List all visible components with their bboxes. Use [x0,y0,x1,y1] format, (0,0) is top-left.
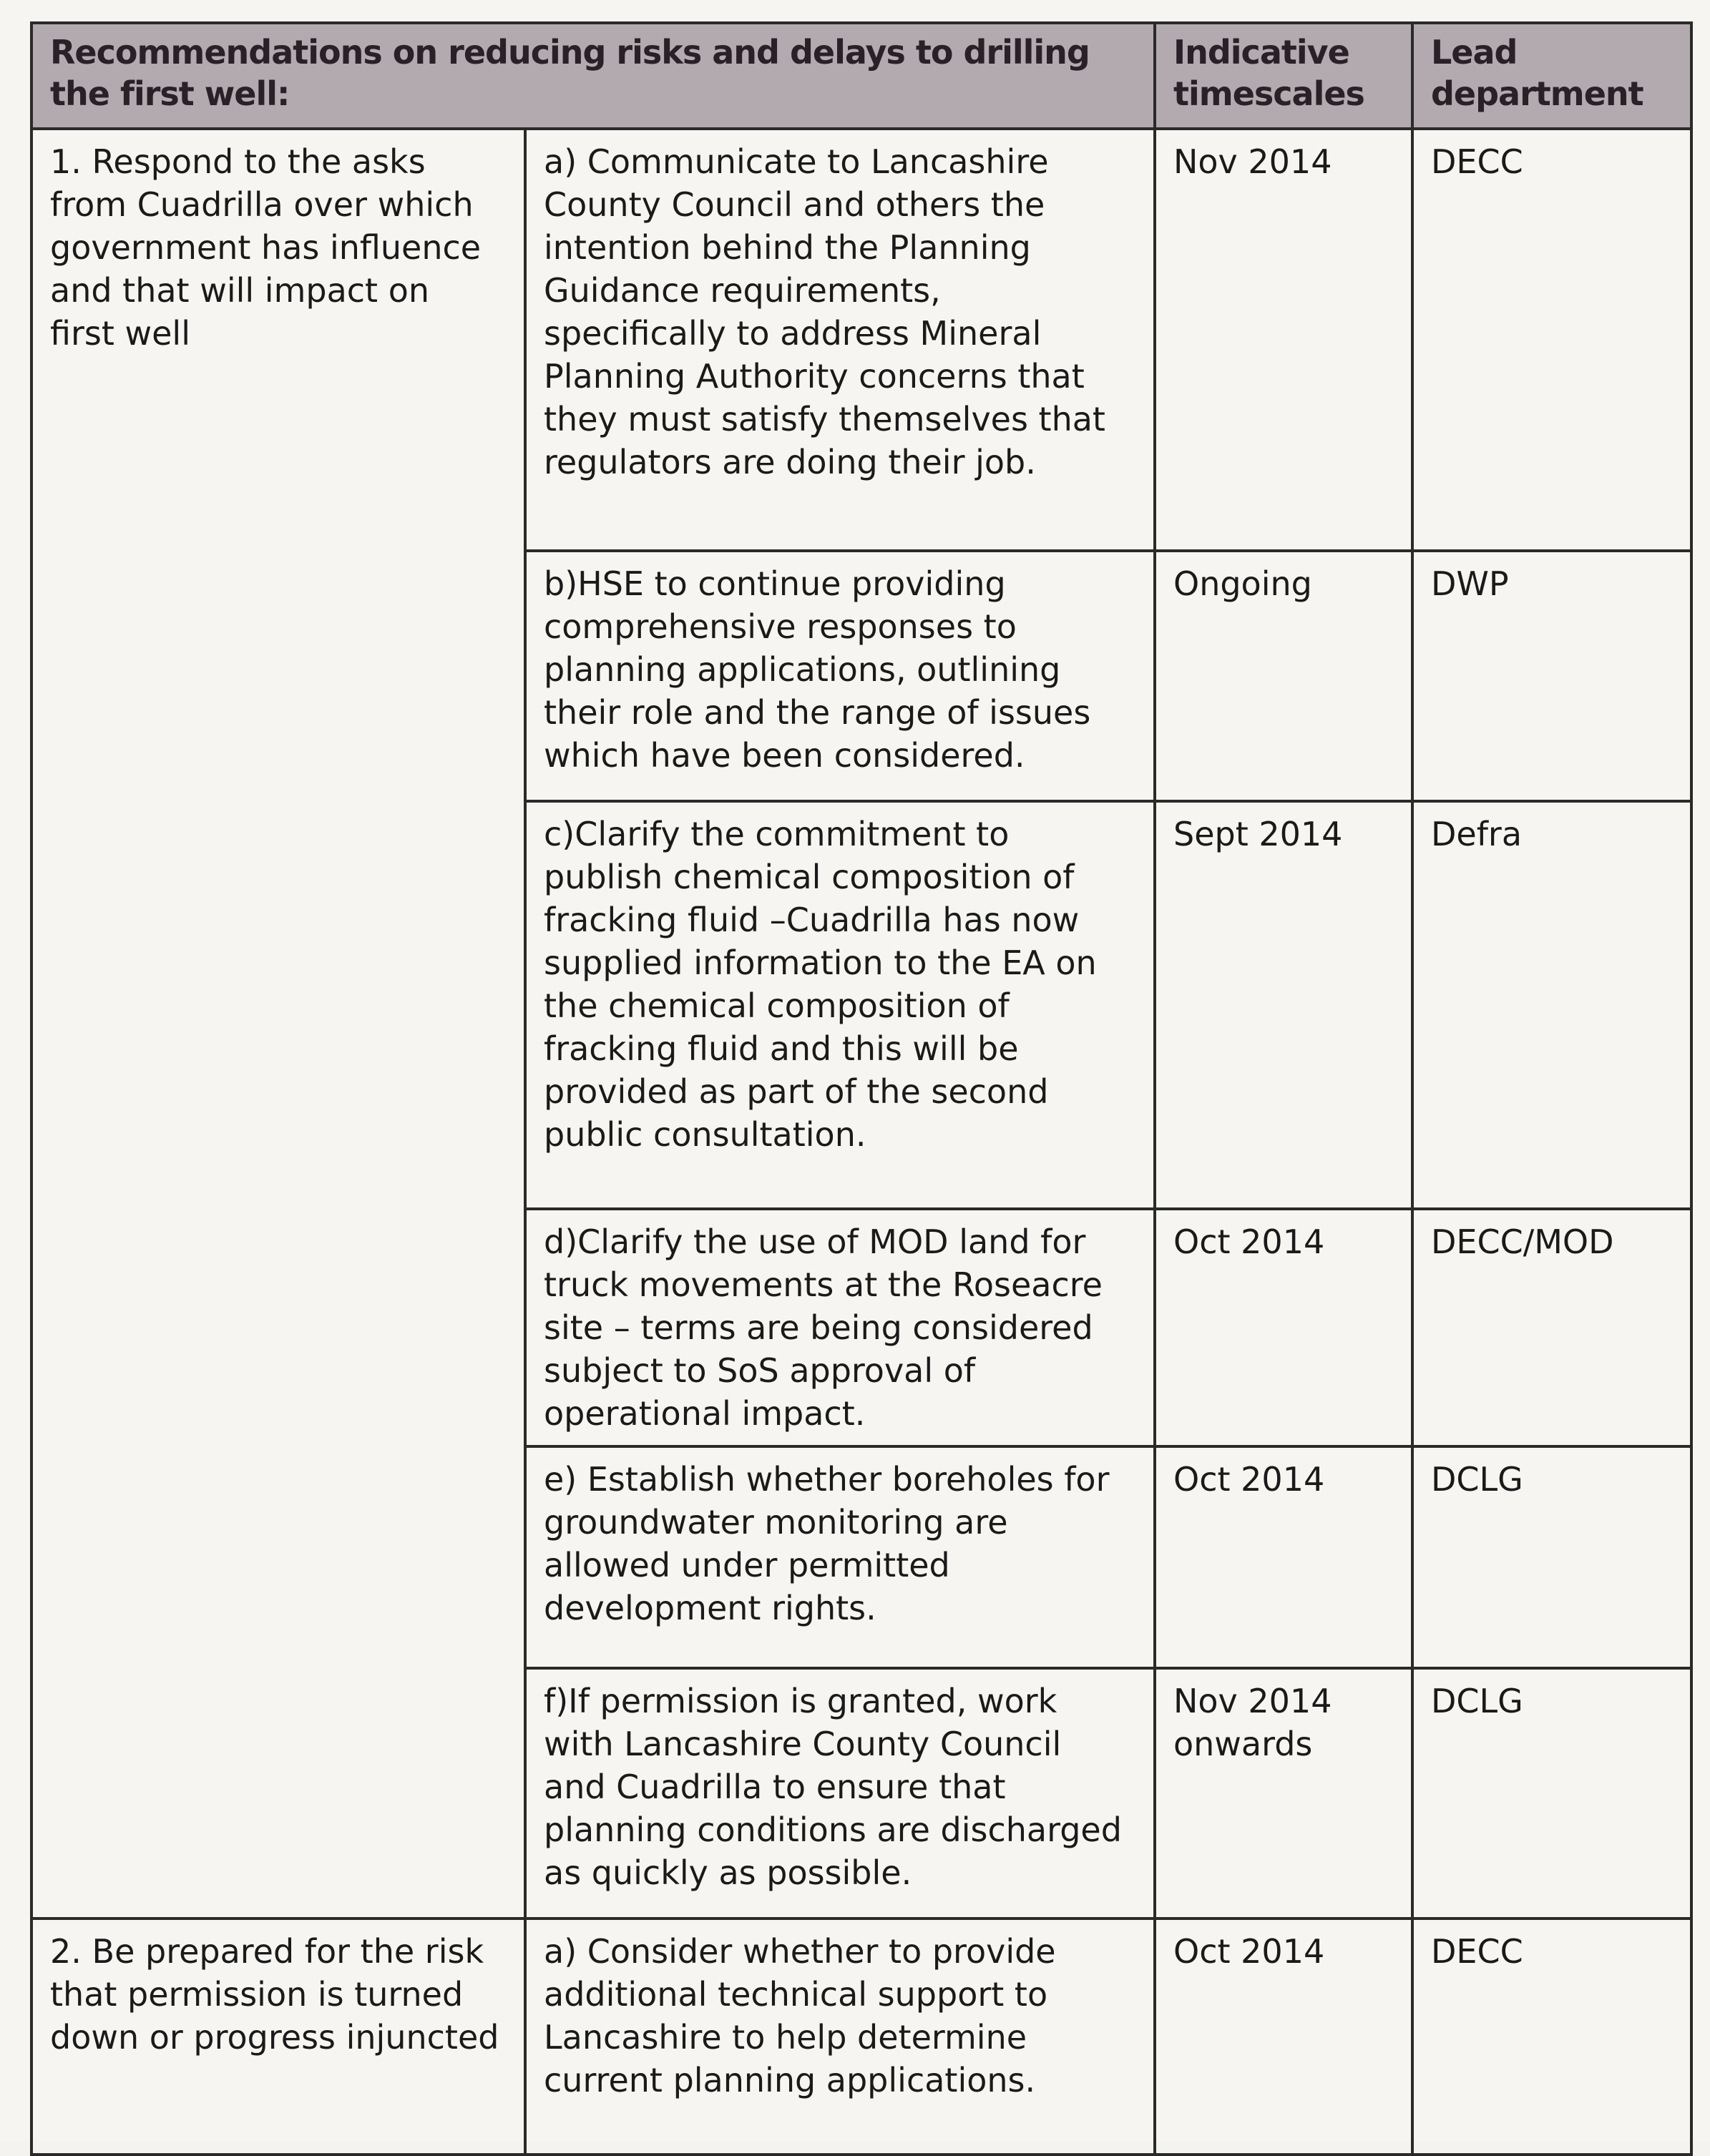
action-1a: a) Communicate to Lancashire County Council and others the intention behind the Planning Guidance requirements, specifically to address Mineral Planning Authority concerns that they must satisfy themselves that regulators are doing their job. [525,129,1155,551]
timescale-1b: Ongoing [1155,551,1412,801]
department-2a: DECC [1412,1919,1691,2155]
action-1b: b)HSE to continue providing comprehensive responses to planning applications, outlining their role and the range of issues which have been considered. [525,551,1155,801]
header-recommendations: Recommendations on reducing risks and delays to drilling the first well: [31,23,1155,129]
timescale-2a: Oct 2014 [1155,1919,1412,2155]
action-1e: e) Establish whether boreholes for groundwater monitoring are allowed under permitted development rights. [525,1446,1155,1668]
header-timescales: Indicative timescales [1155,23,1412,129]
timescale-1c: Sept 2014 [1155,801,1412,1209]
table-row [31,129,1691,551]
department-1f: DCLG [1412,1668,1691,1919]
department-1b: DWP [1412,551,1691,801]
timescale-1a: Nov 2014 [1155,129,1412,551]
department-1d: DECC/MOD [1412,1209,1691,1446]
header-department: Lead department [1412,23,1691,129]
recommendation-1: 1. Respond to the asks from Cuadrilla over which government has influence and that will impact on first well [31,129,525,1919]
table-header-row [31,23,1691,129]
recommendation-2: 2. Be prepared for the risk that permission is turned down or progress injuncted [31,1919,525,2155]
recommendations-table [30,21,1693,2156]
action-1c: c)Clarify the commitment to publish chemical composition of fracking fluid –Cuadrilla has now supplied information to the EA on the chemical composition of fracking fluid and this will be provided as part of the second public consultation. [525,801,1155,1209]
table-row [31,1919,1691,2155]
timescale-1d: Oct 2014 [1155,1209,1412,1446]
department-1e: DCLG [1412,1446,1691,1668]
action-1f: f)If permission is granted, work with Lancashire County Council and Cuadrilla to ensure that planning conditions are discharged as quickly as possible. [525,1668,1155,1919]
action-2a: a) Consider whether to provide additional technical support to Lancashire to help determine current planning applications. [525,1919,1155,2155]
department-1c: Defra [1412,801,1691,1209]
timescale-1f: Nov 2014 onwards [1155,1668,1412,1919]
department-1a: DECC [1412,129,1691,551]
action-1d: d)Clarify the use of MOD land for truck movements at the Roseacre site – terms are being considered subject to SoS approval of operational impact. [525,1209,1155,1446]
timescale-1e: Oct 2014 [1155,1446,1412,1668]
